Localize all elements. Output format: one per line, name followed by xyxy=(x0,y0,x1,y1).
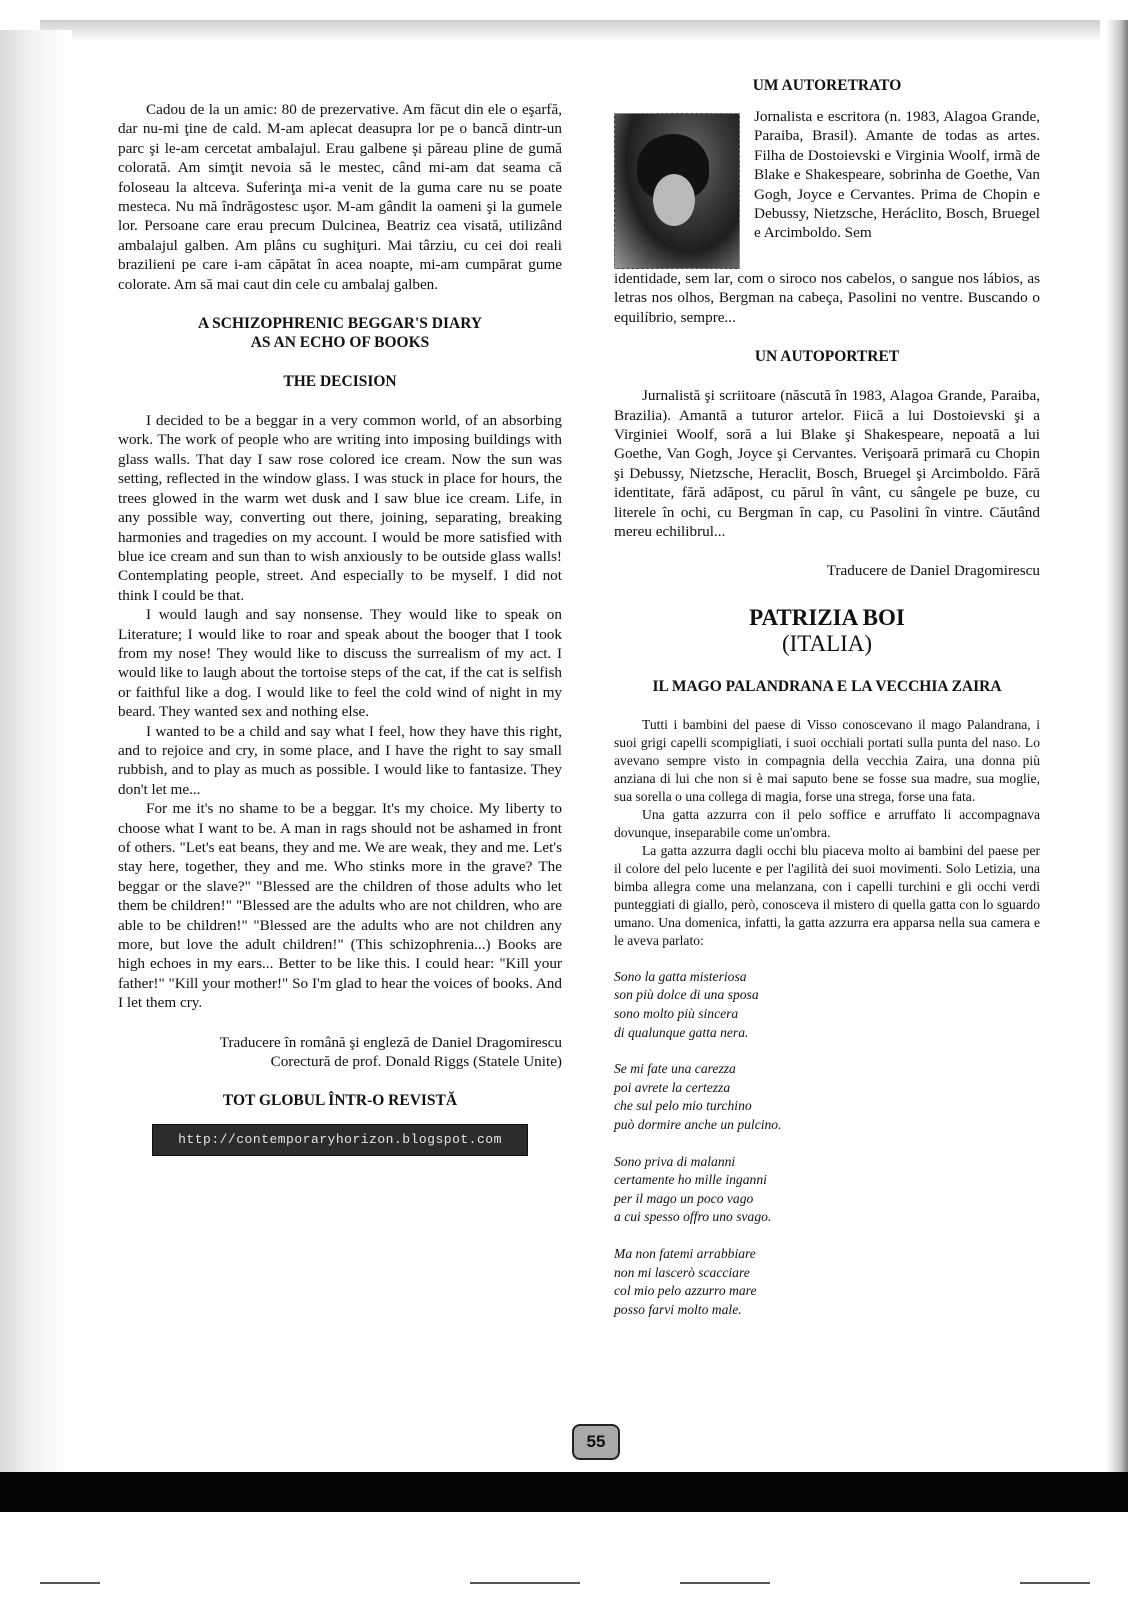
body-paragraph: I would laugh and say nonsense. They would like to speak on Literature; I would like to roar and speak about the booger that I took from my nose! They would like to discuss the surrealism of my act. I would like to laugh about the tortoise steps of the cat, if the cat is selfish or faithful like a dog. I would like to feel the cold wind of night in my beard. They wanted sex and nothing else. xyxy=(118,606,562,721)
intro-paragraph: Cadou de la un amic: 80 de prezervative. Am făcut din ele o eşarfă, dar nu-mi ţine de cald. M-am aplecat deasupra lor pe o bancă dintr-un parc şi le-am cercetat ambalajul. Erau galbene şi păreau pline de gumă colorată. Am simţit nevoia să le mestec, când mi-am dat seama că foloseau la altceva. Suferinţa mi-a venit de la guma care nu se poate mesteca. Nu mă îndrăgostesc uşor. M-am gândit la oameni şi la gumele lor. Persoane care erau precum Dulcinea, Beatriz cea visată, utilizând ambalajul galben. Am plâns cu sughiţuri. Mai târziu, cu cei doi reali brazilieni pe care i-am căpătat în acea noapte, mi-am cumpărat gume colorate. Am să mai caut din cele cu ambalaj galben. xyxy=(118,101,562,293)
romanian-bio: Jurnalistă şi scriitoare (născută în 1983, Alagoa Grande, Paraiba, Brazilia). Amantă a tuturor artelor. Fiică a lui Dostoievski şi a Virginiei Woolf, soră a lui Blake şi Shakespeare, nepoată a lui Goethe, Van Gogh, Joyce şi Cervantes. Verişoară primară cu Chopin şi Debussy, Nietzsche, Heraclit, Bosch, Bruegel şi Arcimboldo. Fără identitate, fără adăpost, cu părul în vânt, cu sângele pe buze, cu literele în ochi, cu Bergman în cap, cu Pasolini în vintre. Căutând mereu echilibrul... xyxy=(614,387,1040,541)
footer-bar xyxy=(0,1472,1128,1512)
story-paragraph: Una gatta azzurra con il pelo soffice e arruffato li accompagnava dovunque, inseparabile come un'ombra. xyxy=(614,806,1040,840)
poem-stanza: Ma non fatemi arrabbiare non mi lascerò scacciare col mio pelo azzurro mare posso farvi molto male. xyxy=(614,1246,757,1317)
story-paragraph: Tutti i bambini del paese di Visso conoscevano il mago Palandrana, i suoi grigi capelli scompigliati, i suoi occhiali portati sulla punta del naso. Lo avevano sempre visto in compagnia della vecchia Zaira, una donna più anziana di lui che non si è mai saputo bene se fosse sua madre, sua moglie, sua sorella o una collega di magia, forse una strega, forse una fata. xyxy=(614,716,1040,804)
article-body xyxy=(118,411,562,1013)
page-number-badge: 55 xyxy=(572,1424,620,1460)
poem-stanza: Sono la gatta misteriosa son più dolce di una sposa sono molto più sincera di qualunque gatta nera. xyxy=(614,968,759,1040)
scan-mark xyxy=(470,1582,580,1584)
story-body xyxy=(614,716,1040,950)
portuguese-bio-continued: identidade, sem lar, com o siroco nos cabelos, o sangue nos lábios, as letras nos olhos, Bergman na cabeça, Pasolini no ventre. Buscando o equilíbrio, sempre... xyxy=(614,270,1040,326)
magazine-slogan: TOT GLOBUL ÎNTR-O REVISTĂ xyxy=(222,1092,458,1110)
author-country: (ITALIA) xyxy=(781,630,873,656)
scan-mark xyxy=(40,1582,100,1584)
poem-stanza: Se mi fate una carezza poi avrete la certezza che sul pelo mio turchino può dormire anche un pulcino. xyxy=(614,1061,782,1133)
self-portrait-block xyxy=(614,107,1040,269)
article-heading: A SCHIZOPHRENIC BEGGAR'S DIARY AS AN ECHO OF BOOKS xyxy=(197,315,483,352)
scan-shadow-right xyxy=(1106,20,1128,1480)
translation-credit: Traducere în română şi engleză de Daniel Dragomirescu Corectură de prof. Donald Riggs (Statele Unite) xyxy=(219,1033,562,1071)
left-column xyxy=(118,100,562,1156)
translator-credit: Traducere de Daniel Dragomirescu xyxy=(826,562,1040,580)
body-paragraph: For me it's no shame to be a beggar. It's my choice. My liberty to choose what I want to be. A man in rags should not be ashamed in front of others. "Let's eat beans, they and me. We are weak, they and me. Let's stay here, together, they and me. Who stinks more in the grave? The beggar or the slave?" "Blessed are the children of those adults who let them be children!" "Blessed are the adults who are not children, who are able to be children!" "Blessed are the adults who are not children any more, but love the adult children!" (This schizophrenia...) Books are high echoes in my ears... Better to be like this. I could hear: "Kill your father!" "Kill your mother!" So I'm glad to hear the voices of books. And I let them cry. xyxy=(118,800,562,1012)
right-column xyxy=(614,76,1040,1319)
portuguese-bio-beside-photo: Jornalista e escritora (n. 1983, Alagoa Grande, Paraiba, Brasil). Amante de todas as artes. Filha de Dostoievski e Virginia Woolf, irmã de Blake e Shakespeare, sobrinha de Goethe, Van Gogh, Joyce e Cervantes. Prima de Chopin e Debussy, Nietzsche, Heráclito, Bosch, Bruegel e Arcimboldo. Sem xyxy=(754,108,1040,242)
story-title: IL MAGO PALANDRANA E LA VECCHIA ZAIRA xyxy=(652,677,1002,695)
scan-mark xyxy=(680,1582,770,1584)
poem-stanza: Sono priva di malanni certamente ho mille inganni per il mago un poco vago a cui spesso offro uno svago. xyxy=(614,1153,772,1225)
poem xyxy=(614,968,1040,1320)
portuguese-heading: UM AUTORETRATO xyxy=(752,77,902,94)
author-photo xyxy=(614,113,740,269)
author-name: PATRIZIA BOI xyxy=(749,604,905,630)
body-paragraph: I wanted to be a child and say what I feel, how they have this right, and to rejoice and cry, in some place, and I have the right to say small rubbish, and to play as much as possible. I would like to fantasize. They don't let me... xyxy=(118,722,562,798)
body-paragraph: I decided to be a beggar in a very common world, of an absorbing work. The work of people who are writing into imposing buildings with glass walls. That day I saw rose colored ice cream. Now the sun was setting, reflected in the window glass. I was stuck in place for hours, the trees glowed in the warm wet dusk and I saw blue ice cream. Life, in any possible way, converting out there, joining, separating, breaking harmonies and tragedies on my account. I would be more satisfied with blue ice cream and sun than to wish anxiously to be outside glass walls! Contemplating people, street. And especially to be myself. I did not think I could be that. xyxy=(118,412,562,604)
website-url-banner: http://contemporaryhorizon.blogspot.com xyxy=(152,1124,528,1156)
scan-shadow-top xyxy=(40,20,1100,42)
article-subheading: THE DECISION xyxy=(283,373,397,391)
story-paragraph: La gatta azzurra dagli occhi blu piaceva molto ai bambini del paese per il colore del pelo lucente e per l'agilità dei suoi movimenti. Solo Letizia, una bimba allegra come una melanzana, con i capelli turchini e gli occhi verdi punteggiati di giallo, però, conosceva il mistero di quella gatta con lo sguardo umano. Una domenica, infatti, la gatta azzurra era apparsa nella sua camera e le aveva parlato: xyxy=(614,842,1040,948)
scan-shadow-left xyxy=(0,30,72,1480)
romanian-heading: UN AUTOPORTRET xyxy=(754,348,900,366)
scan-mark xyxy=(1020,1582,1090,1584)
